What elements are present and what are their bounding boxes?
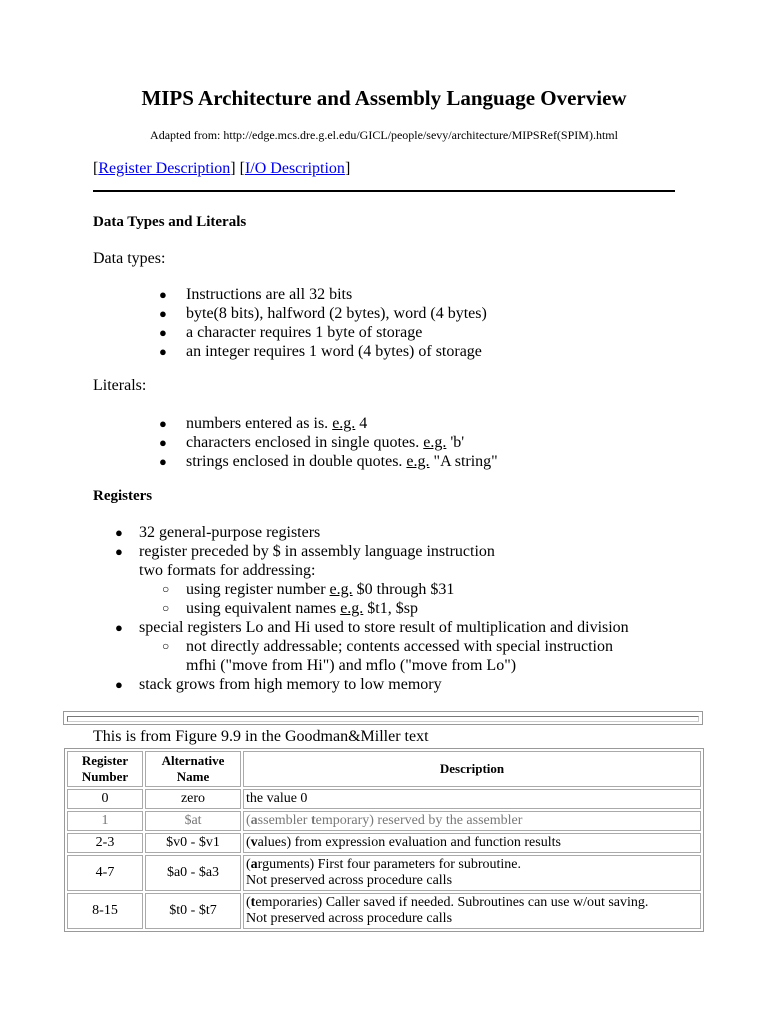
list-item: ● a character requires 1 byte of storage: [159, 324, 423, 341]
cell-name: $v0 - $v1: [145, 833, 241, 853]
divider: [93, 190, 675, 192]
bullet-icon: ●: [159, 344, 167, 359]
nav-links: [93, 160, 350, 178]
sub-list-item-continuation: mfhi ("move from Hi") and mflo ("move from Lo"): [186, 657, 517, 674]
table-header-row: [67, 751, 701, 787]
bullet-icon: ●: [115, 677, 123, 692]
header-register-number: Register Number: [67, 751, 143, 787]
bullet-icon: ●: [159, 287, 167, 302]
bullet-icon: ●: [159, 416, 167, 431]
list-item: ● an integer requires 1 word (4 bytes) of storage: [159, 343, 482, 360]
data-types-list: [0, 285, 487, 361]
list-item: ● 32 general-purpose registers: [115, 524, 321, 541]
cell-number: 2-3: [67, 833, 143, 853]
bullet-icon: ●: [159, 454, 167, 469]
circle-bullet-icon: ○: [162, 582, 170, 596]
list-item: ● numbers entered as is. e.g. 4: [159, 415, 368, 432]
cell-description: (values) from expression evaluation and function results: [243, 833, 701, 853]
io-description-link[interactable]: I/O Description: [244, 160, 345, 177]
literals-label: Literals:: [93, 377, 147, 394]
register-description-link[interactable]: Register Description: [98, 160, 231, 177]
register-table: [64, 748, 704, 932]
bullet-icon: ●: [159, 306, 167, 321]
cell-number: 4-7: [67, 855, 143, 891]
bullet-icon: ●: [115, 620, 123, 635]
bullet-icon: ●: [115, 525, 123, 540]
table-row: [67, 893, 701, 929]
figure-caption: This is from Figure 9.9 in the Goodman&Miller text: [93, 728, 429, 745]
bullet-icon: ●: [159, 325, 167, 340]
cell-number: 0: [67, 789, 143, 809]
table-row: [67, 833, 701, 853]
header-description: Description: [243, 751, 701, 787]
data-types-label: Data types:: [93, 250, 166, 267]
cell-number: 8-15: [67, 893, 143, 929]
data-types-heading: Data Types and Literals: [93, 214, 247, 230]
bullet-icon: ●: [115, 544, 123, 559]
list-item: ● register preceded by $ in assembly language instruction: [115, 543, 495, 560]
list-item: ● characters enclosed in single quotes. e.g. 'b': [159, 434, 465, 451]
cell-description: (arguments) First four parameters for subroutine. Not preserved across procedure calls: [243, 855, 701, 891]
cell-description: (temporaries) Caller saved if needed. Subroutines can use w/out saving. Not preserved across procedure calls: [243, 893, 701, 929]
bracket-close: ]: [230, 160, 236, 177]
list-item: ● stack grows from high memory to low memory: [115, 676, 442, 693]
list-item: ● special registers Lo and Hi used to store result of multiplication and division: [115, 619, 629, 636]
table-row: [67, 789, 701, 809]
table-row: [67, 811, 701, 831]
divider-inner: [67, 716, 699, 722]
sub-list-item: ○ using register number e.g. $0 through $31: [162, 581, 455, 598]
header-alternative-name: Alternative Name: [145, 751, 241, 787]
table-row: [67, 855, 701, 891]
circle-bullet-icon: ○: [162, 601, 170, 615]
list-item: ● strings enclosed in double quotes. e.g. "A string": [159, 453, 498, 470]
literals-list: [0, 414, 498, 471]
bracket-close: ]: [344, 160, 351, 177]
cell-number: 1: [67, 811, 143, 831]
page-title: MIPS Architecture and Assembly Language Overview: [141, 86, 627, 110]
sub-list-item: ○ not directly addressable; contents accessed with special instruction: [162, 638, 613, 655]
circle-bullet-icon: ○: [162, 639, 170, 653]
list-item: ● byte(8 bits), halfword (2 bytes), word (4 bytes): [159, 305, 487, 322]
bullet-icon: ●: [159, 435, 167, 450]
bracket-open: [: [239, 160, 245, 177]
source-note: Adapted from: http://edge.mcs.dre.g.el.edu/GICL/people/sevy/architecture/MIPSRef(SPIM).html: [150, 128, 618, 142]
list-item: ● Instructions are all 32 bits: [159, 286, 353, 303]
sub-list-item: ○ using equivalent names e.g. $t1, $sp: [162, 600, 418, 617]
registers-heading: Registers: [93, 488, 153, 504]
cell-name: $t0 - $t7: [145, 893, 241, 929]
list-item-continuation: two formats for addressing:: [139, 562, 316, 579]
cell-name: $at: [145, 811, 241, 831]
cell-name: $a0 - $a3: [145, 855, 241, 891]
bracket-open: [: [93, 160, 99, 177]
registers-list: [0, 523, 629, 694]
figure-divider: [63, 711, 703, 725]
cell-description: the value 0: [243, 789, 701, 809]
cell-name: zero: [145, 789, 241, 809]
cell-description: (assembler temporary) reserved by the assembler: [243, 811, 701, 831]
